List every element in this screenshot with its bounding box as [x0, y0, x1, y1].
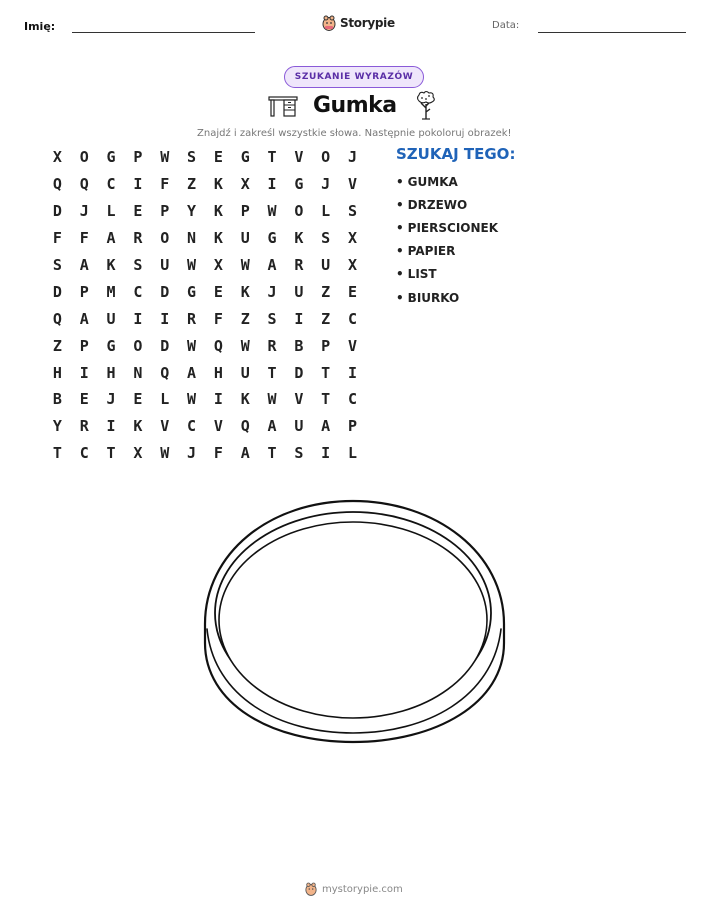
grid-cell[interactable]: D	[52, 202, 62, 221]
grid-cell[interactable]: T	[106, 444, 116, 463]
grid-cell[interactable]: A	[106, 229, 116, 248]
wordlist-title: SZUKAJ TEGO:	[396, 145, 516, 163]
grid-cell[interactable]: C	[348, 309, 358, 328]
grid-cell[interactable]: X	[133, 444, 143, 463]
grid-cell[interactable]: A	[267, 417, 277, 436]
grid-cell[interactable]: F	[52, 229, 62, 248]
grid-cell[interactable]: E	[79, 390, 89, 409]
grid-cell[interactable]: W	[240, 256, 250, 274]
grid-cell[interactable]: T	[52, 444, 62, 463]
grid-row	[44, 386, 366, 413]
word-list-item	[396, 216, 498, 239]
word-list-item	[396, 286, 498, 309]
grid-cell[interactable]: A	[79, 309, 89, 328]
grid-cell[interactable]: R	[79, 417, 89, 436]
grid-cell[interactable]: T	[321, 363, 331, 382]
grid-cell[interactable]: Y	[52, 417, 62, 436]
grid-cell[interactable]: R	[187, 309, 197, 328]
grid-cell[interactable]: K	[133, 417, 143, 436]
brand-name: Storypie	[340, 16, 395, 30]
word-label: PAPIER	[407, 244, 456, 259]
grid-cell[interactable]: I	[79, 363, 89, 382]
grid-cell[interactable]: U	[106, 309, 116, 328]
grid-cell[interactable]: S	[133, 256, 143, 274]
grid-cell[interactable]: E	[213, 148, 223, 167]
storypie-mascot-icon	[305, 882, 317, 896]
grid-cell[interactable]: I	[348, 363, 358, 382]
grid-cell[interactable]: F	[79, 229, 89, 248]
grid-cell[interactable]: D	[160, 282, 170, 301]
word-search-grid	[44, 144, 366, 467]
page-title: Gumka	[313, 93, 397, 118]
grid-row	[44, 144, 366, 171]
grid-cell[interactable]: M	[106, 282, 116, 301]
grid-cell[interactable]: P	[79, 336, 89, 355]
word-list-item	[396, 240, 498, 263]
grid-cell[interactable]: W	[187, 390, 197, 409]
grid-cell[interactable]: N	[133, 363, 143, 382]
grid-cell[interactable]: B	[294, 336, 304, 355]
word-list-item	[396, 263, 498, 286]
grid-cell[interactable]: F	[213, 444, 223, 463]
grid-cell[interactable]: W	[187, 336, 197, 355]
grid-cell[interactable]: P	[160, 202, 170, 221]
grid-cell[interactable]: K	[213, 202, 223, 221]
grid-cell[interactable]: Y	[187, 202, 197, 221]
grid-cell[interactable]: W	[160, 444, 170, 463]
grid-cell[interactable]: Z	[240, 309, 250, 328]
grid-cell[interactable]: U	[294, 282, 304, 301]
grid-cell[interactable]: I	[213, 390, 223, 409]
grid-cell[interactable]: J	[267, 282, 277, 301]
grid-cell[interactable]: T	[267, 363, 277, 382]
grid-cell[interactable]: I	[133, 175, 143, 194]
grid-cell[interactable]: B	[52, 390, 62, 409]
grid-cell[interactable]: Z	[321, 282, 331, 301]
grid-cell[interactable]: A	[321, 417, 331, 436]
grid-cell[interactable]: I	[133, 309, 143, 328]
grid-cell[interactable]: J	[187, 444, 197, 463]
grid-cell[interactable]: L	[106, 202, 116, 221]
grid-cell[interactable]: V	[294, 390, 304, 409]
grid-cell[interactable]: L	[348, 444, 358, 463]
grid-cell[interactable]: R	[294, 256, 304, 274]
grid-cell[interactable]: K	[240, 390, 250, 409]
grid-cell[interactable]: A	[79, 256, 89, 274]
grid-cell[interactable]: U	[240, 363, 250, 382]
grid-cell[interactable]: S	[52, 256, 62, 274]
grid-cell[interactable]: I	[267, 175, 277, 194]
grid-cell[interactable]: W	[267, 390, 277, 409]
grid-cell[interactable]: X	[52, 148, 62, 167]
grid-cell[interactable]: I	[294, 309, 304, 328]
tree-icon	[414, 90, 438, 120]
grid-cell[interactable]: I	[321, 444, 331, 463]
grid-cell[interactable]: K	[106, 256, 116, 274]
grid-cell[interactable]: C	[348, 390, 358, 409]
grid-cell[interactable]: C	[106, 175, 116, 194]
grid-cell[interactable]: S	[321, 229, 331, 248]
grid-cell[interactable]: F	[213, 309, 223, 328]
grid-cell[interactable]: V	[294, 148, 304, 167]
grid-cell[interactable]: A	[267, 256, 277, 274]
word-label: DRZEWO	[407, 197, 468, 212]
grid-cell[interactable]: A	[240, 444, 250, 463]
bullet-icon: •	[396, 267, 404, 282]
grid-cell[interactable]: O	[160, 229, 170, 248]
grid-cell[interactable]: P	[348, 417, 358, 436]
grid-cell[interactable]: E	[133, 202, 143, 221]
grid-cell[interactable]: P	[240, 202, 250, 221]
word-list-item	[396, 193, 498, 216]
grid-cell[interactable]: R	[267, 336, 277, 355]
grid-cell[interactable]: K	[240, 282, 250, 301]
grid-cell[interactable]: V	[160, 417, 170, 436]
bullet-icon: •	[396, 220, 404, 235]
grid-cell[interactable]: W	[267, 202, 277, 221]
grid-cell[interactable]: G	[240, 148, 250, 167]
grid-cell[interactable]: E	[213, 282, 223, 301]
grid-cell[interactable]: W	[187, 256, 197, 274]
storypie-mascot-icon	[322, 15, 336, 31]
bullet-icon: •	[396, 244, 404, 259]
grid-row	[44, 305, 366, 332]
grid-cell[interactable]: T	[267, 444, 277, 463]
grid-cell[interactable]: U	[160, 256, 170, 274]
grid-row	[44, 332, 366, 359]
word-list-item	[396, 170, 498, 193]
grid-cell[interactable]: K	[213, 229, 223, 248]
grid-cell[interactable]: L	[160, 390, 170, 409]
grid-cell[interactable]: Z	[187, 175, 197, 194]
grid-cell[interactable]: P	[133, 148, 143, 167]
grid-cell[interactable]: A	[187, 363, 197, 382]
desk-icon	[268, 94, 298, 118]
grid-cell[interactable]: F	[160, 175, 170, 194]
grid-cell[interactable]: S	[294, 444, 304, 463]
grid-cell[interactable]: O	[133, 336, 143, 355]
grid-row	[44, 252, 366, 279]
grid-cell[interactable]: J	[106, 390, 116, 409]
grid-cell[interactable]: K	[213, 175, 223, 194]
grid-cell[interactable]: S	[348, 202, 358, 221]
grid-cell[interactable]: I	[106, 417, 116, 436]
date-label: Data:	[492, 20, 520, 31]
grid-cell[interactable]: J	[348, 148, 358, 167]
grid-cell[interactable]: H	[106, 363, 116, 382]
grid-cell[interactable]: L	[321, 202, 331, 221]
grid-cell[interactable]: H	[213, 363, 223, 382]
bullet-icon: •	[396, 197, 404, 212]
bullet-icon: •	[396, 174, 404, 189]
footer-url: mystorypie.com	[322, 883, 403, 895]
grid-cell[interactable]: Q	[52, 309, 62, 328]
grid-cell[interactable]: N	[187, 229, 197, 248]
grid-cell[interactable]: X	[348, 229, 358, 248]
grid-row	[44, 225, 366, 252]
grid-cell[interactable]: Q	[79, 175, 89, 194]
grid-cell[interactable]: W	[240, 336, 250, 355]
grid-cell[interactable]: I	[160, 309, 170, 328]
grid-cell[interactable]: K	[294, 229, 304, 248]
grid-cell[interactable]: Q	[52, 175, 62, 194]
grid-cell[interactable]: V	[213, 417, 223, 436]
grid-cell[interactable]: R	[133, 229, 143, 248]
footer	[305, 880, 403, 898]
grid-cell[interactable]: U	[294, 417, 304, 436]
grid-row	[44, 359, 366, 386]
grid-cell[interactable]: G	[267, 229, 277, 248]
grid-cell[interactable]: J	[321, 175, 331, 194]
word-label: BIURKO	[407, 290, 460, 305]
grid-cell[interactable]: V	[348, 175, 358, 194]
grid-cell[interactable]: W	[160, 148, 170, 167]
grid-cell[interactable]: Q	[213, 336, 223, 355]
grid-row	[44, 413, 366, 440]
grid-cell[interactable]: E	[348, 282, 358, 301]
grid-cell[interactable]: P	[79, 282, 89, 301]
grid-cell[interactable]: H	[52, 363, 62, 382]
grid-row	[44, 171, 366, 198]
grid-cell[interactable]: P	[321, 336, 331, 355]
grid-cell[interactable]: G	[106, 148, 116, 167]
grid-row	[44, 440, 366, 467]
grid-cell[interactable]: O	[79, 148, 89, 167]
date-line	[538, 32, 686, 33]
grid-cell[interactable]: D	[52, 282, 62, 301]
grid-cell[interactable]: G	[187, 282, 197, 301]
grid-cell[interactable]: J	[79, 202, 89, 221]
grid-cell[interactable]: X	[348, 256, 358, 274]
grid-cell[interactable]: C	[133, 282, 143, 301]
grid-cell[interactable]: S	[267, 309, 277, 328]
grid-cell[interactable]: Z	[321, 309, 331, 328]
grid-cell[interactable]: C	[79, 444, 89, 463]
grid-cell[interactable]: V	[348, 336, 358, 355]
grid-cell[interactable]: T	[321, 390, 331, 409]
word-label: PIERSCIONEK	[407, 220, 499, 235]
grid-row	[44, 278, 366, 305]
instructions: Znajdź i zakreśl wszystkie słowa. Następnie pokoloruj obrazek!	[197, 128, 512, 139]
grid-cell[interactable]: C	[187, 417, 197, 436]
brand-logo	[322, 12, 395, 34]
name-label: Imię:	[24, 20, 56, 33]
grid-cell[interactable]: Q	[160, 363, 170, 382]
bullet-icon: •	[396, 290, 404, 305]
grid-cell[interactable]: U	[321, 256, 331, 274]
word-list	[396, 170, 498, 309]
word-label: LIST	[407, 267, 437, 282]
word-label: GUMKA	[407, 174, 458, 189]
grid-cell[interactable]: D	[160, 336, 170, 355]
rubber-band-drawing	[200, 493, 510, 748]
activity-badge: SZUKANIE WYRAZÓW	[284, 66, 424, 88]
grid-cell[interactable]: G	[294, 175, 304, 194]
grid-cell[interactable]: O	[321, 148, 331, 167]
grid-cell[interactable]: Z	[52, 336, 62, 355]
grid-cell[interactable]: U	[240, 229, 250, 248]
grid-cell[interactable]: X	[213, 256, 223, 274]
name-line	[72, 32, 255, 33]
grid-cell[interactable]: E	[133, 390, 143, 409]
grid-cell[interactable]: X	[240, 175, 250, 194]
grid-cell[interactable]: O	[294, 202, 304, 221]
grid-cell[interactable]: S	[187, 148, 197, 167]
grid-cell[interactable]: D	[294, 363, 304, 382]
grid-cell[interactable]: G	[106, 336, 116, 355]
grid-row	[44, 198, 366, 225]
grid-cell[interactable]: T	[267, 148, 277, 167]
grid-cell[interactable]: Q	[240, 417, 250, 436]
